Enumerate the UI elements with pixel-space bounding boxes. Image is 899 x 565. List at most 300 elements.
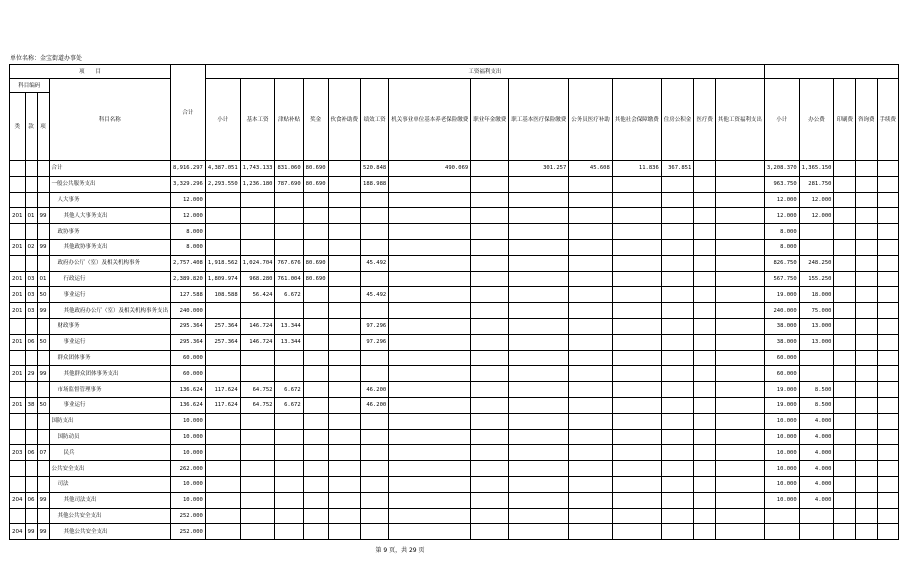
amount-cell: 13.344: [275, 318, 303, 334]
amount-cell: [240, 413, 275, 429]
code-kuan-cell: 06: [25, 445, 37, 461]
amount-cell: [715, 224, 764, 240]
amount-cell: [303, 508, 328, 524]
amount-cell: [389, 192, 471, 208]
amount-cell: [694, 524, 716, 540]
amount-cell: [509, 287, 569, 303]
amount-cell: 80.690: [303, 271, 328, 287]
amount-cell: [877, 271, 899, 287]
amount-cell: [205, 492, 240, 508]
amount-cell: [834, 445, 856, 461]
amount-cell: [303, 287, 328, 303]
amount-cell: [855, 239, 877, 255]
code-lei-cell: [10, 508, 26, 524]
amount-cell: [715, 271, 764, 287]
amount-cell: [694, 461, 716, 477]
code-xiang-cell: 99: [37, 303, 49, 319]
code-kuan-cell: 03: [25, 271, 37, 287]
amount-cell: [834, 303, 856, 319]
code-xiang-cell: [37, 176, 49, 192]
subject-name-cell: 合计: [49, 161, 171, 177]
amount-cell: 8.000: [764, 224, 799, 240]
subject-name-cell: 国防动员: [49, 429, 171, 445]
amount-cell: [855, 255, 877, 271]
amount-cell: 97.296: [361, 334, 389, 350]
amount-cell: [509, 318, 569, 334]
amount-cell: [715, 476, 764, 492]
amount-cell: 11.836: [612, 161, 661, 177]
amount-cell: [471, 161, 509, 177]
subject-name-cell: 其他司法支出: [49, 492, 171, 508]
amount-cell: [328, 429, 361, 445]
amount-cell: [240, 492, 275, 508]
code-lei-cell: [10, 476, 26, 492]
amount-cell: [389, 366, 471, 382]
table-row: [10, 429, 899, 445]
amount-cell: [509, 192, 569, 208]
amount-cell: [612, 208, 661, 224]
amount-cell: 8.000: [171, 239, 206, 255]
amount-cell: [389, 524, 471, 540]
amount-cell: [328, 524, 361, 540]
amount-cell: 761.004: [275, 271, 303, 287]
code-xiang-cell: [37, 318, 49, 334]
code-kuan-cell: [25, 461, 37, 477]
amount-cell: [834, 176, 856, 192]
amount-cell: 4,387.051: [205, 161, 240, 177]
amount-cell: [715, 303, 764, 319]
amount-cell: [877, 350, 899, 366]
amount-cell: [205, 239, 240, 255]
amount-cell: [877, 255, 899, 271]
amount-cell: 8.500: [799, 397, 834, 413]
amount-cell: [361, 508, 389, 524]
amount-cell: [303, 445, 328, 461]
code-lei-cell: 201: [10, 334, 26, 350]
amount-cell: [612, 303, 661, 319]
amount-cell: [328, 303, 361, 319]
subject-name-cell: 事业运行: [49, 334, 171, 350]
amount-cell: [509, 397, 569, 413]
amount-cell: [877, 176, 899, 192]
amount-cell: [569, 303, 613, 319]
amount-cell: [471, 350, 509, 366]
amount-cell: [205, 366, 240, 382]
amount-cell: [877, 318, 899, 334]
amount-cell: [240, 445, 275, 461]
amount-cell: [389, 461, 471, 477]
code-kuan-cell: [25, 176, 37, 192]
amount-cell: 12.000: [764, 208, 799, 224]
code-lei-cell: [10, 192, 26, 208]
amount-cell: [834, 382, 856, 398]
amount-cell: 10.000: [764, 413, 799, 429]
amount-cell: [855, 318, 877, 334]
amount-cell: 10.000: [171, 429, 206, 445]
amount-cell: [694, 508, 716, 524]
amount-cell: 108.588: [205, 287, 240, 303]
amount-cell: [569, 524, 613, 540]
amount-cell: [877, 208, 899, 224]
amount-cell: [328, 255, 361, 271]
amount-cell: [240, 208, 275, 224]
amount-cell: [361, 413, 389, 429]
amount-cell: 12.000: [764, 192, 799, 208]
budget-table: [9, 64, 899, 540]
header-other-social: 其他社会保障缴费: [612, 79, 661, 161]
amount-cell: [240, 429, 275, 445]
amount-cell: [855, 524, 877, 540]
table-row: [10, 287, 899, 303]
amount-cell: 12.000: [171, 208, 206, 224]
amount-cell: [715, 318, 764, 334]
amount-cell: [855, 445, 877, 461]
amount-cell: [834, 397, 856, 413]
table-row: [10, 239, 899, 255]
amount-cell: [471, 208, 509, 224]
amount-cell: [855, 366, 877, 382]
amount-cell: [661, 208, 694, 224]
amount-cell: [361, 524, 389, 540]
amount-cell: [834, 366, 856, 382]
amount-cell: 6.672: [275, 397, 303, 413]
amount-cell: 10.000: [764, 476, 799, 492]
amount-cell: [361, 208, 389, 224]
code-kuan-cell: [25, 255, 37, 271]
amount-cell: [569, 382, 613, 398]
amount-cell: [471, 334, 509, 350]
amount-cell: [328, 413, 361, 429]
amount-cell: [715, 445, 764, 461]
header-subject-name: 科目名称: [49, 79, 171, 161]
amount-cell: 19.000: [764, 397, 799, 413]
amount-cell: [303, 334, 328, 350]
amount-cell: [303, 524, 328, 540]
amount-cell: 38.000: [764, 318, 799, 334]
amount-cell: [661, 476, 694, 492]
amount-cell: [694, 192, 716, 208]
amount-cell: [303, 413, 328, 429]
amount-cell: [799, 224, 834, 240]
amount-cell: [715, 508, 764, 524]
code-kuan-cell: 29: [25, 366, 37, 382]
amount-cell: [855, 429, 877, 445]
table-row: [10, 176, 899, 192]
amount-cell: [661, 287, 694, 303]
amount-cell: [240, 524, 275, 540]
table-row: [10, 492, 899, 508]
amount-cell: [240, 461, 275, 477]
amount-cell: 1,918.562: [205, 255, 240, 271]
amount-cell: [240, 192, 275, 208]
table-row: [10, 397, 899, 413]
amount-cell: 6.672: [275, 287, 303, 303]
amount-cell: [361, 461, 389, 477]
amount-cell: [509, 445, 569, 461]
header-food-allowance: 伙食补助费: [328, 79, 361, 161]
amount-cell: [877, 524, 899, 540]
amount-cell: [855, 271, 877, 287]
amount-cell: 831.060: [275, 161, 303, 177]
amount-cell: [764, 508, 799, 524]
amount-cell: [569, 255, 613, 271]
amount-cell: [855, 413, 877, 429]
amount-cell: 4.000: [799, 476, 834, 492]
amount-cell: 2,389.820: [171, 271, 206, 287]
amount-cell: [205, 224, 240, 240]
amount-cell: [509, 492, 569, 508]
header-office: 办公费: [799, 79, 834, 161]
amount-cell: [240, 508, 275, 524]
code-xiang-cell: [37, 476, 49, 492]
amount-cell: [715, 382, 764, 398]
amount-cell: [509, 176, 569, 192]
subject-name-cell: 事业运行: [49, 287, 171, 303]
table-row: [10, 334, 899, 350]
amount-cell: [715, 366, 764, 382]
code-xiang-cell: [37, 192, 49, 208]
amount-cell: [877, 192, 899, 208]
table-row: [10, 476, 899, 492]
amount-cell: [389, 350, 471, 366]
amount-cell: [834, 492, 856, 508]
code-lei-cell: 201: [10, 397, 26, 413]
amount-cell: [877, 287, 899, 303]
amount-cell: [389, 176, 471, 192]
amount-cell: [612, 508, 661, 524]
amount-cell: [612, 255, 661, 271]
amount-cell: 117.624: [205, 382, 240, 398]
amount-cell: [877, 397, 899, 413]
amount-cell: 12.000: [799, 208, 834, 224]
amount-cell: 252.000: [171, 524, 206, 540]
table-row: [10, 461, 899, 477]
amount-cell: [240, 366, 275, 382]
header-printing: 印刷费: [834, 79, 856, 161]
amount-cell: [471, 366, 509, 382]
amount-cell: [275, 524, 303, 540]
amount-cell: 19.000: [764, 382, 799, 398]
amount-cell: [328, 461, 361, 477]
amount-cell: [471, 192, 509, 208]
amount-cell: [205, 445, 240, 461]
amount-cell: [205, 461, 240, 477]
amount-cell: [661, 192, 694, 208]
amount-cell: [612, 176, 661, 192]
amount-cell: [509, 208, 569, 224]
header-xiang: 项: [37, 93, 49, 161]
code-kuan-cell: 03: [25, 303, 37, 319]
header-goods-subtotal: 小计: [764, 79, 799, 161]
amount-cell: 6.672: [275, 382, 303, 398]
amount-cell: [389, 303, 471, 319]
code-xiang-cell: 50: [37, 334, 49, 350]
amount-cell: 60.000: [764, 366, 799, 382]
header-lei: 类: [10, 93, 26, 161]
amount-cell: 4.000: [799, 461, 834, 477]
header-item: 项 目: [10, 65, 171, 79]
amount-cell: 490.069: [389, 161, 471, 177]
amount-cell: [275, 303, 303, 319]
amount-cell: [661, 445, 694, 461]
code-kuan-cell: 03: [25, 287, 37, 303]
amount-cell: 4.000: [799, 413, 834, 429]
amount-cell: [509, 508, 569, 524]
amount-cell: [855, 397, 877, 413]
amount-cell: 248.250: [799, 255, 834, 271]
amount-cell: [205, 508, 240, 524]
table-row: [10, 208, 899, 224]
header-medical-insurance: 职工基本医疗保险缴费: [509, 79, 569, 161]
amount-cell: [205, 413, 240, 429]
unit-name-label: 单位名称：金宝街道办事处: [10, 55, 83, 62]
amount-cell: [509, 271, 569, 287]
header-total: 合计: [171, 65, 206, 161]
amount-cell: [855, 350, 877, 366]
amount-cell: 10.000: [171, 476, 206, 492]
amount-cell: [694, 318, 716, 334]
amount-cell: [328, 476, 361, 492]
amount-cell: 8,916.297: [171, 161, 206, 177]
amount-cell: [612, 429, 661, 445]
amount-cell: [471, 413, 509, 429]
table-row: [10, 318, 899, 334]
amount-cell: [471, 255, 509, 271]
header-subtotal: 小计: [205, 79, 240, 161]
header-medical-fee: 医疗费: [694, 79, 716, 161]
amount-cell: 520.848: [361, 161, 389, 177]
amount-cell: 13.000: [799, 318, 834, 334]
amount-cell: [715, 287, 764, 303]
subject-name-cell: 其他公共安全支出: [49, 524, 171, 540]
amount-cell: [205, 524, 240, 540]
table-row: [10, 192, 899, 208]
amount-cell: [240, 239, 275, 255]
amount-cell: 567.750: [764, 271, 799, 287]
amount-cell: [569, 445, 613, 461]
amount-cell: [612, 350, 661, 366]
code-kuan-cell: 38: [25, 397, 37, 413]
code-lei-cell: 201: [10, 239, 26, 255]
amount-cell: [361, 492, 389, 508]
amount-cell: [240, 350, 275, 366]
amount-cell: [661, 303, 694, 319]
amount-cell: 13.000: [799, 334, 834, 350]
amount-cell: [471, 224, 509, 240]
amount-cell: [661, 508, 694, 524]
code-kuan-cell: [25, 508, 37, 524]
amount-cell: [328, 350, 361, 366]
amount-cell: [328, 334, 361, 350]
code-kuan-cell: [25, 476, 37, 492]
header-civil-servant-medical: 公务员医疗补助: [569, 79, 613, 161]
amount-cell: [509, 524, 569, 540]
amount-cell: [612, 476, 661, 492]
amount-cell: [877, 224, 899, 240]
amount-cell: [799, 524, 834, 540]
amount-cell: [877, 429, 899, 445]
code-kuan-cell: 02: [25, 239, 37, 255]
amount-cell: [834, 508, 856, 524]
amount-cell: [661, 255, 694, 271]
amount-cell: [569, 397, 613, 413]
amount-cell: [389, 445, 471, 461]
amount-cell: [834, 461, 856, 477]
amount-cell: 367.851: [661, 161, 694, 177]
amount-cell: [612, 287, 661, 303]
amount-cell: 117.624: [205, 397, 240, 413]
code-lei-cell: [10, 176, 26, 192]
code-kuan-cell: [25, 192, 37, 208]
amount-cell: [303, 397, 328, 413]
amount-cell: 252.000: [171, 508, 206, 524]
amount-cell: [205, 192, 240, 208]
amount-cell: [612, 445, 661, 461]
amount-cell: [855, 161, 877, 177]
subject-name-cell: 一般公共服务支出: [49, 176, 171, 192]
amount-cell: [509, 476, 569, 492]
amount-cell: 1,024.704: [240, 255, 275, 271]
amount-cell: [303, 350, 328, 366]
amount-cell: 155.250: [799, 271, 834, 287]
amount-cell: [361, 239, 389, 255]
code-xiang-cell: 99: [37, 492, 49, 508]
header-kuan: 款: [25, 93, 37, 161]
subject-name-cell: 其他人大事务支出: [49, 208, 171, 224]
amount-cell: [694, 492, 716, 508]
amount-cell: [661, 461, 694, 477]
amount-cell: [612, 334, 661, 350]
amount-cell: [303, 224, 328, 240]
code-xiang-cell: [37, 508, 49, 524]
amount-cell: [328, 382, 361, 398]
amount-cell: [471, 271, 509, 287]
amount-cell: [509, 413, 569, 429]
amount-cell: 12.000: [799, 192, 834, 208]
amount-cell: [240, 303, 275, 319]
amount-cell: [834, 524, 856, 540]
amount-cell: 38.000: [764, 334, 799, 350]
code-lei-cell: 201: [10, 366, 26, 382]
amount-cell: [509, 461, 569, 477]
amount-cell: [328, 397, 361, 413]
amount-cell: [303, 318, 328, 334]
code-lei-cell: 201: [10, 287, 26, 303]
amount-cell: [509, 382, 569, 398]
amount-cell: 60.000: [171, 350, 206, 366]
amount-cell: [855, 224, 877, 240]
code-lei-cell: 201: [10, 271, 26, 287]
amount-cell: [328, 208, 361, 224]
amount-cell: [569, 334, 613, 350]
header-occupational-annuity: 职业年金缴费: [471, 79, 509, 161]
amount-cell: [661, 176, 694, 192]
amount-cell: 136.624: [171, 382, 206, 398]
amount-cell: [855, 508, 877, 524]
code-xiang-cell: [37, 382, 49, 398]
amount-cell: [361, 445, 389, 461]
amount-cell: [471, 318, 509, 334]
amount-cell: [694, 271, 716, 287]
amount-cell: [471, 382, 509, 398]
table-row: [10, 161, 899, 177]
amount-cell: [661, 524, 694, 540]
subject-name-cell: 其他政协事务支出: [49, 239, 171, 255]
amount-cell: [834, 224, 856, 240]
amount-cell: 1,236.180: [240, 176, 275, 192]
subject-name-cell: 公共安全支出: [49, 461, 171, 477]
amount-cell: [855, 461, 877, 477]
